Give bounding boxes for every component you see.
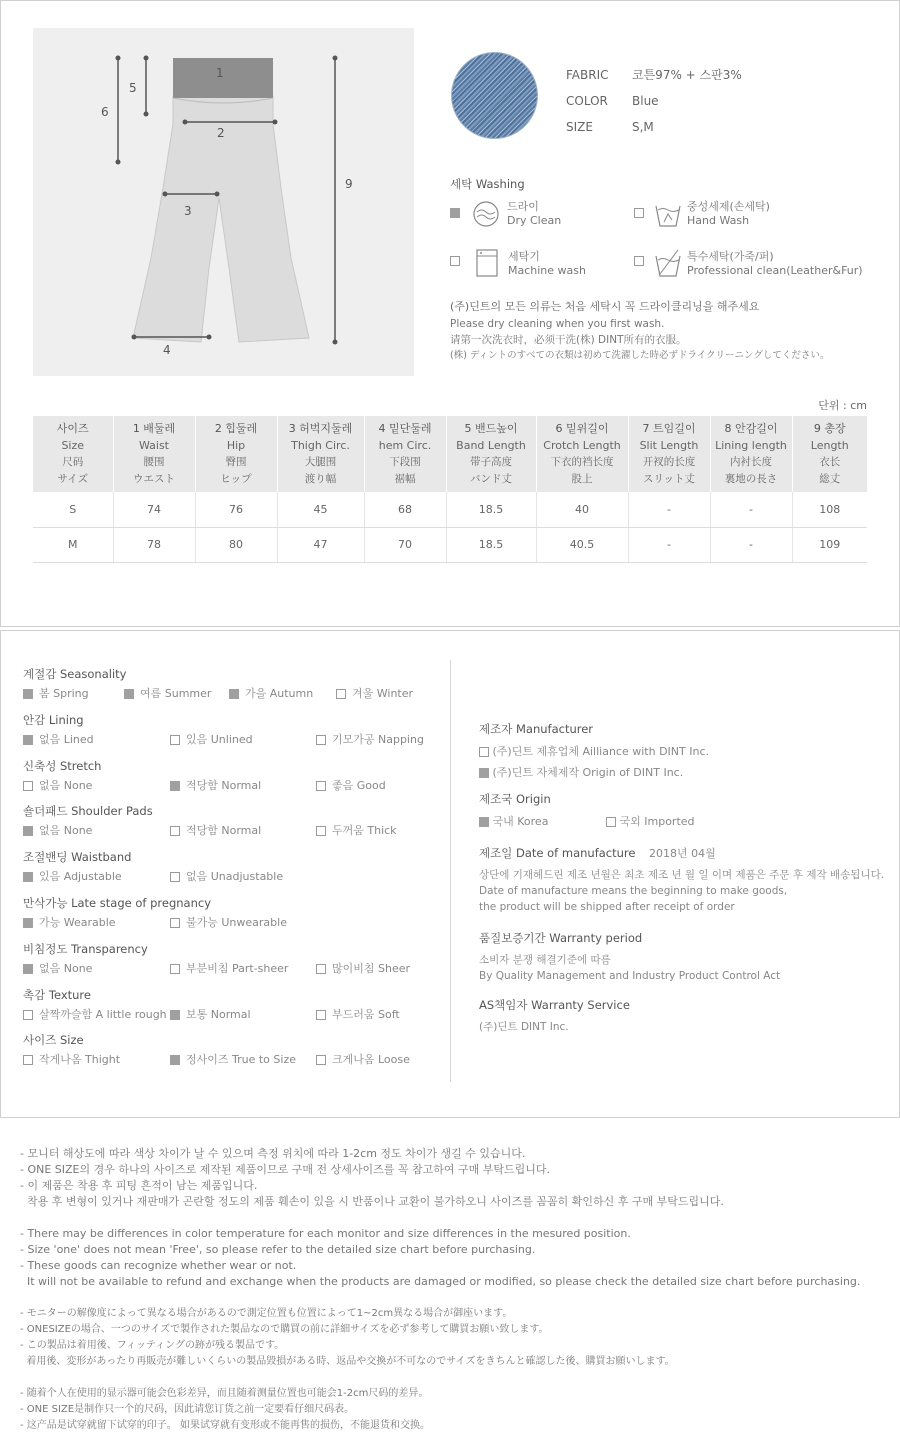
attribute-checkbox[interactable] (170, 781, 180, 791)
pants-diagram (33, 28, 414, 376)
attribute-option (316, 731, 424, 747)
size-table-header-line: 9 총장 (813, 422, 846, 435)
fabric-value: 코튼97% + 스판3% (632, 68, 742, 82)
size-table-header-line: 下衣的裆长度 (550, 456, 614, 468)
footer-note-line: - 모니터 해상도에 따라 색상 차이가 날 수 있으며 측정 위치에 따라 1-2cm 정도 차이가 생길 수 있습니다. (20, 1147, 526, 1160)
diagram-label-thigh: 3 (184, 204, 192, 218)
attribute-option-label: 정사이즈 True to Size (186, 1053, 296, 1067)
attribute-option (23, 868, 122, 884)
size-table-cell: 76 (195, 492, 277, 527)
attribute-option (170, 868, 283, 884)
footer-notes-korean (20, 1146, 890, 1210)
attribute-option-label: 기모가공 Napping (332, 732, 424, 746)
attribute-option (170, 960, 288, 976)
footer-note-line: - 이 제품은 착용 후 피팅 흔적이 남는 제품입니다. (20, 1179, 258, 1192)
size-table-header-cell (364, 416, 446, 492)
size-table-header-line: 5 밴드높이 (464, 422, 518, 435)
size-table-cell: 70 (364, 527, 446, 562)
attribute-option (23, 685, 89, 701)
wash-machine-checkbox[interactable] (450, 256, 460, 266)
attribute-option (316, 822, 397, 838)
attribute-checkbox[interactable] (170, 1055, 180, 1065)
pants-illustration (33, 28, 414, 376)
attribute-checkbox[interactable] (316, 781, 326, 791)
attribute-option (170, 822, 261, 838)
size-table-header-line: 総丈 (819, 473, 841, 485)
manufacture-date-line: the product will be shipped after receipt of order (479, 901, 735, 913)
attribute-checkbox[interactable] (229, 689, 239, 699)
size-table-header-line: Thigh Circ. (291, 439, 350, 452)
attribute-option-label: 없음 None (39, 961, 93, 975)
attribute-group (23, 895, 443, 941)
footer-note-line: 착용 후 변형이 있거나 재판매가 곤란할 정도의 제품 훼손이 있을 시 반품이나 교환이 불가하오니 사이즈를 꼼꼼히 확인하신 후 구매 부탁드립니다. (20, 1195, 724, 1208)
size-table (33, 416, 867, 563)
size-table-cell: 40.5 (536, 527, 628, 562)
size-table-header-line: 腰围 (143, 456, 165, 468)
attribute-checkbox[interactable] (316, 964, 326, 974)
dry-clean-icon (472, 200, 500, 228)
footer-notes-chinese (20, 1386, 890, 1434)
warranty-line: By Quality Management and Industry Product Control Act (479, 970, 781, 982)
machine-wash-ko: 세탁기 (508, 250, 540, 263)
attribute-option-label: 살짝까슬함 A little rough (39, 1007, 167, 1021)
size-table-cell: - (628, 527, 710, 562)
machine-wash-en: Machine wash (508, 264, 586, 277)
manufacturer-checkbox[interactable] (479, 747, 489, 757)
attribute-option-label: 가능 Wearable (39, 915, 116, 929)
size-table-cell: 78 (113, 527, 195, 562)
attribute-title: 촉감 Texture (23, 987, 91, 1002)
attribute-title: 숄더패드 Shoulder Pads (23, 804, 153, 819)
attribute-option-label: 봄 Spring (39, 687, 89, 700)
attribute-checkbox[interactable] (170, 872, 180, 882)
size-table-header-cell (536, 416, 628, 492)
attribute-checkbox[interactable] (23, 689, 33, 699)
fabric-info (566, 62, 742, 140)
attribute-option-label: 좋음 Good (332, 778, 386, 792)
attribute-option-label: 부분비침 Part-sheer (186, 961, 289, 975)
size-table-header-line: Waist (138, 439, 169, 452)
attribute-option (170, 914, 287, 930)
attribute-title: 안감 Lining (23, 712, 84, 727)
origin-option-label: 국내 Korea (492, 815, 549, 828)
attribute-checkbox[interactable] (23, 872, 33, 882)
size-table-header-line: 2 힙둘레 (214, 422, 258, 435)
size-table-header-line: 带子高度 (470, 456, 512, 468)
origin-checkbox[interactable] (606, 817, 616, 827)
professional-clean-ko: 특수세탁(가죽/퍼) (687, 250, 774, 263)
washing-notes (450, 298, 829, 364)
size-table-header-line: 3 허벅지둘레 (288, 422, 353, 435)
attribute-list (23, 666, 443, 1078)
vertical-divider (450, 660, 451, 1082)
attribute-option (23, 960, 92, 976)
attribute-title: 만삭가능 Late stage of pregnancy (23, 895, 212, 910)
size-table-row (33, 492, 867, 527)
size-table-cell: 45 (277, 492, 364, 527)
attribute-option (316, 777, 386, 793)
size-table-cell: 18.5 (446, 492, 536, 527)
manufacture-date-line: Date of manufacture means the beginning to make goods, (479, 885, 788, 897)
size-table-header-cell (792, 416, 867, 492)
size-table-row (33, 527, 867, 562)
attribute-option (170, 1051, 296, 1067)
attribute-option-label: 많이비침 Sheer (332, 961, 411, 975)
unit-label: 단위 : cm (818, 399, 867, 412)
attribute-group (23, 941, 443, 987)
footer-note-line: - These goods can recognize whether wear or not. (20, 1259, 297, 1272)
attribute-option (229, 685, 313, 701)
attribute-option-label: 없음 None (39, 778, 93, 792)
diagram-label-hip: 2 (217, 126, 225, 140)
size-value: S,M (632, 120, 654, 134)
footer-note-line: 着用後、変形があったり再販売が難しいくらいの製品毀損がある時、返品や交換が不可なのでサイズをきちんと確認した後、購買お願いします。 (20, 1356, 675, 1367)
size-table-header-cell (33, 416, 113, 492)
fabric-swatch (451, 52, 538, 139)
washing-note-zh: 请第一次洗衣时，必须干洗(株) DINT所有的衣服。 (450, 334, 687, 346)
attribute-title: 사이즈 Size (23, 1033, 84, 1048)
attribute-option-label: 없음 Unadjustable (186, 870, 284, 884)
origin-option-label: 국외 Imported (619, 815, 695, 828)
attribute-title: 비침정도 Transparency (23, 941, 148, 956)
size-table-header-line: Hip (226, 439, 246, 452)
as-service-title: AS책임자 Warranty Service (479, 998, 630, 1012)
attribute-option (124, 685, 211, 701)
footer-note-line: - ONE SIZE의 경우 하나의 사이즈로 제작된 제품이므로 구매 전 상세사이즈를 꼭 참고하여 구매 부탁드립니다. (20, 1163, 551, 1176)
footer-note-line: - 随着个人在使用的显示器可能会色彩差异，而且随着测量位置也可能会1-2cm尺码的差异。 (20, 1388, 429, 1399)
size-table-cell: - (710, 527, 792, 562)
manufacturer-title: 제조자 Manufacturer (479, 722, 594, 736)
attribute-option-label: 불가능 Unwearable (186, 915, 287, 929)
hand-wash-ko: 중성세제(손세탁) (687, 200, 770, 213)
size-table-header-line: 开衩的长度 (642, 456, 696, 468)
attribute-option-label: 여름 Summer (140, 687, 212, 700)
size-table-header-cell (277, 416, 364, 492)
origin-option (479, 813, 548, 829)
machine-wash-icon (474, 248, 500, 278)
color-row (566, 88, 742, 114)
size-table-cell: 40 (536, 492, 628, 527)
attribute-checkbox[interactable] (23, 964, 33, 974)
as-service-value: (주)딘트 DINT Inc. (479, 1021, 569, 1033)
wash-dry-clean-checkbox[interactable] (450, 208, 460, 218)
size-table-header-line: 裏地の長さ (724, 473, 778, 485)
hand-wash-en: Hand Wash (687, 214, 750, 227)
attribute-title: 조절밴딩 Waistband (23, 850, 132, 865)
footer-note-line: - 这产品是试穿就留下试穿的印子。 如果试穿就有变形或不能再售的损伤，不能退货和交换。 (20, 1420, 430, 1431)
attribute-group (23, 758, 443, 804)
size-table-cell: 109 (792, 527, 867, 562)
size-table-header-cell (628, 416, 710, 492)
size-table-header-line: 衣长 (819, 456, 841, 468)
size-table-header-line: Crotch Length (543, 439, 621, 452)
origin-title: 제조국 Origin (479, 792, 551, 806)
as-service-block (479, 997, 889, 1034)
attribute-title: 신축성 Stretch (23, 758, 102, 773)
attribute-title: 계절감 Seasonality (23, 667, 127, 681)
attribute-checkbox[interactable] (170, 918, 180, 928)
size-table-header-cell (710, 416, 792, 492)
footer-note-line: - ONE SIZE是制作只一个的尺码，因此请您订货之前一定要看仔细尺码表。 (20, 1404, 355, 1415)
origin-option (606, 813, 695, 829)
attribute-option-label: 없음 Lined (39, 732, 94, 746)
size-table-header-cell (195, 416, 277, 492)
footer-note-line: - There may be differences in color temperature for each monitor and size differences in the mesured position. (20, 1227, 631, 1240)
footer-notes-japanese (20, 1306, 890, 1370)
size-table-header-line: スリット丈 (642, 473, 696, 485)
attribute-option (316, 960, 410, 976)
attribute-option (23, 1006, 167, 1022)
washing-title: 세탁 Washing (450, 177, 525, 191)
attribute-option-label: 부드러움 Soft (332, 1007, 400, 1021)
size-table-header-line: ウエスト (133, 473, 175, 485)
size-table-header-line: 4 밑단둘레 (378, 422, 432, 435)
attribute-option (23, 777, 92, 793)
size-table-header-cell (446, 416, 536, 492)
attribute-option (23, 731, 94, 747)
attribute-checkbox[interactable] (316, 826, 326, 836)
size-table-header-line: Size (61, 439, 85, 452)
attribute-option-label: 크게나옴 Loose (332, 1053, 410, 1067)
attribute-group (23, 712, 443, 758)
attribute-checkbox[interactable] (23, 781, 33, 791)
wash-professional-checkbox[interactable] (634, 256, 644, 266)
manufacturer-option-label: (주)딘트 제휴업체 Ailliance with DINT Inc. (492, 745, 709, 758)
attribute-option-label: 두꺼움 Thick (332, 824, 397, 838)
attribute-option (170, 1006, 251, 1022)
washing-note-ko: (주)딘트의 모든 의류는 처음 세탁시 꼭 드라이클리닝을 해주세요 (450, 300, 760, 313)
fabric-key: FABRIC (566, 68, 609, 82)
size-table-header-line: Length (810, 439, 849, 452)
diagram-label-waist: 1 (216, 66, 224, 80)
size-table-header-line: Slit Length (639, 439, 699, 452)
diagram-label-length: 9 (345, 177, 353, 191)
size-table-header-line: 사이즈 (56, 422, 89, 435)
size-table-header-line: 大腿围 (304, 456, 337, 468)
attribute-option-label: 없음 None (39, 824, 93, 838)
diagram-label-hem: 4 (163, 343, 171, 357)
attribute-checkbox[interactable] (316, 735, 326, 745)
attribute-checkbox[interactable] (336, 689, 346, 699)
attribute-checkbox[interactable] (170, 1010, 180, 1020)
attribute-group (23, 803, 443, 849)
size-table-header-line: 臀围 (225, 456, 247, 468)
washing-note-ja: (株) ディントのすべての衣類は初めて洗濯した時必ずドライクリーニングしてください。 (450, 350, 830, 361)
footer-notes (20, 1146, 890, 1434)
size-table-cell: 18.5 (446, 527, 536, 562)
attribute-option (336, 685, 413, 701)
warranty-title: 품질보증기간 Warranty period (479, 931, 643, 945)
size-table-header-cell (113, 416, 195, 492)
attribute-checkbox[interactable] (316, 1055, 326, 1065)
attribute-group (23, 849, 443, 895)
diagram-label-band: 5 (129, 81, 137, 95)
size-table-cell: 68 (364, 492, 446, 527)
dry-clean-en: Dry Clean (507, 214, 562, 227)
dry-clean-ko: 드라이 (507, 200, 539, 213)
attribute-group (23, 987, 443, 1033)
size-table-header-line: サイズ (57, 473, 89, 485)
manufacturer-block (479, 721, 889, 780)
attribute-checkbox[interactable] (23, 918, 33, 928)
size-table-cell: - (710, 492, 792, 527)
hand-wash-icon (654, 200, 682, 228)
manufacturer-option-label: (주)딘트 자체제작 Origin of DINT Inc. (492, 766, 684, 779)
footer-note-line: - モニターの解像度によって異なる場合があるので測定位置も位置によって1~2cm異なる場合が御座います。 (20, 1308, 513, 1319)
color-value: Blue (632, 94, 659, 108)
size-table-header-line: 1 배둘레 (132, 422, 176, 435)
size-table-header-line: Lining length (715, 439, 787, 452)
size-table-cell: 47 (277, 527, 364, 562)
manufacturer-option (479, 743, 889, 759)
footer-note-line: - この製品は着用後、フィッティングの跡が残る製品です。 (20, 1340, 285, 1351)
size-table-header-line: 内衬长度 (730, 456, 772, 468)
attribute-checkbox[interactable] (23, 826, 33, 836)
size-table-header-line: 股上 (571, 473, 593, 485)
professional-clean-en: Professional clean(Leather&Fur) (687, 264, 863, 277)
attribute-checkbox[interactable] (170, 964, 180, 974)
attribute-option (316, 1006, 400, 1022)
size-table-header-line: 7 트임길이 (642, 422, 696, 435)
attribute-group (23, 1032, 443, 1078)
size-table-cell: S (33, 492, 113, 527)
size-table-cell: M (33, 527, 113, 562)
attribute-option-label: 있음 Unlined (186, 732, 253, 746)
size-table-header (33, 416, 867, 492)
size-table-cell: 74 (113, 492, 195, 527)
size-table-cell: 80 (195, 527, 277, 562)
attribute-option-label: 있음 Adjustable (39, 870, 122, 884)
attribute-option (316, 1051, 410, 1067)
size-row (566, 114, 742, 140)
manufacture-date-line: 상단에 기재헤드린 제조 년월은 최초 제조 년 월 일 이며 제품은 주문 후 제작 배송됩니다. (479, 869, 885, 881)
size-table-body (33, 492, 867, 562)
manufacturer-checkbox[interactable] (479, 768, 489, 778)
manufacturer-option (479, 764, 889, 780)
diagram-label-crotch: 6 (101, 105, 109, 119)
attribute-option-label: 보통 Normal (186, 1007, 251, 1021)
size-table-header-line: 渡り幅 (304, 473, 337, 485)
attribute-checkbox[interactable] (170, 826, 180, 836)
size-table-header-line: hem Circ. (378, 439, 432, 452)
attribute-option-label: 겨울 Winter (352, 687, 414, 700)
attribute-option (23, 822, 92, 838)
wash-hand-wash-checkbox[interactable] (634, 208, 644, 218)
warranty-block (479, 930, 889, 984)
attribute-option (170, 777, 261, 793)
origin-block (479, 791, 889, 827)
manufacture-date-value: 2018년 04월 (648, 847, 716, 860)
size-table-header-line: バンド丈 (470, 473, 512, 485)
size-table-header-line: 8 안감길이 (724, 422, 778, 435)
footer-note-line: It will not be available to refund and exchange when the products are damaged or modified, so please check the detailed size chart before purchasing. (20, 1275, 861, 1288)
size-table-header-line: 尺码 (62, 456, 84, 468)
size-table-header-line: 下段围 (389, 456, 421, 468)
professional-clean-icon (654, 248, 682, 278)
size-table-header-line: 6 밑위길이 (555, 422, 609, 435)
size-table-cell: - (628, 492, 710, 527)
attribute-checkbox[interactable] (23, 1055, 33, 1065)
size-table-cell: 108 (792, 492, 867, 527)
attribute-group (23, 666, 443, 712)
attribute-checkbox[interactable] (316, 1010, 326, 1020)
attribute-option (170, 731, 253, 747)
color-key: COLOR (566, 94, 608, 108)
washing-note-en: Please dry cleaning when you first wash. (450, 318, 665, 330)
fabric-row (566, 62, 742, 88)
attribute-option-label: 작게나옴 Thight (39, 1053, 121, 1067)
footer-note-line: - ONESIZEの場合、一つのサイズで製作された製品なので購買の前に詳細サイズを必ず参考して購買お願い致します。 (20, 1324, 549, 1335)
attribute-checkbox[interactable] (170, 735, 180, 745)
size-table-header-line: 裾幅 (394, 473, 416, 485)
attribute-option-label: 가을 Autumn (245, 687, 314, 700)
manufacture-date-block (479, 845, 891, 915)
attribute-option-label: 적당함 Normal (186, 778, 262, 792)
attribute-option (23, 914, 116, 930)
attribute-option-label: 적당함 Normal (186, 824, 262, 838)
size-table-header-line: Band Length (456, 439, 526, 452)
origin-checkbox[interactable] (479, 817, 489, 827)
warranty-line: 소비자 분쟁 해결기준에 따름 (479, 954, 611, 966)
footer-notes-english (20, 1226, 890, 1290)
attribute-checkbox[interactable] (124, 689, 134, 699)
attribute-checkbox[interactable] (23, 1010, 33, 1020)
attribute-option (23, 1051, 120, 1067)
size-key: SIZE (566, 120, 593, 134)
size-table-header-line: ヒップ (220, 473, 252, 485)
manufacture-date-title: 제조일 Date of manufacture (479, 846, 636, 860)
attribute-checkbox[interactable] (23, 735, 33, 745)
footer-note-line: - Size 'one' does not mean 'Free', so please refer to the detailed size chart before purchasing. (20, 1243, 536, 1256)
